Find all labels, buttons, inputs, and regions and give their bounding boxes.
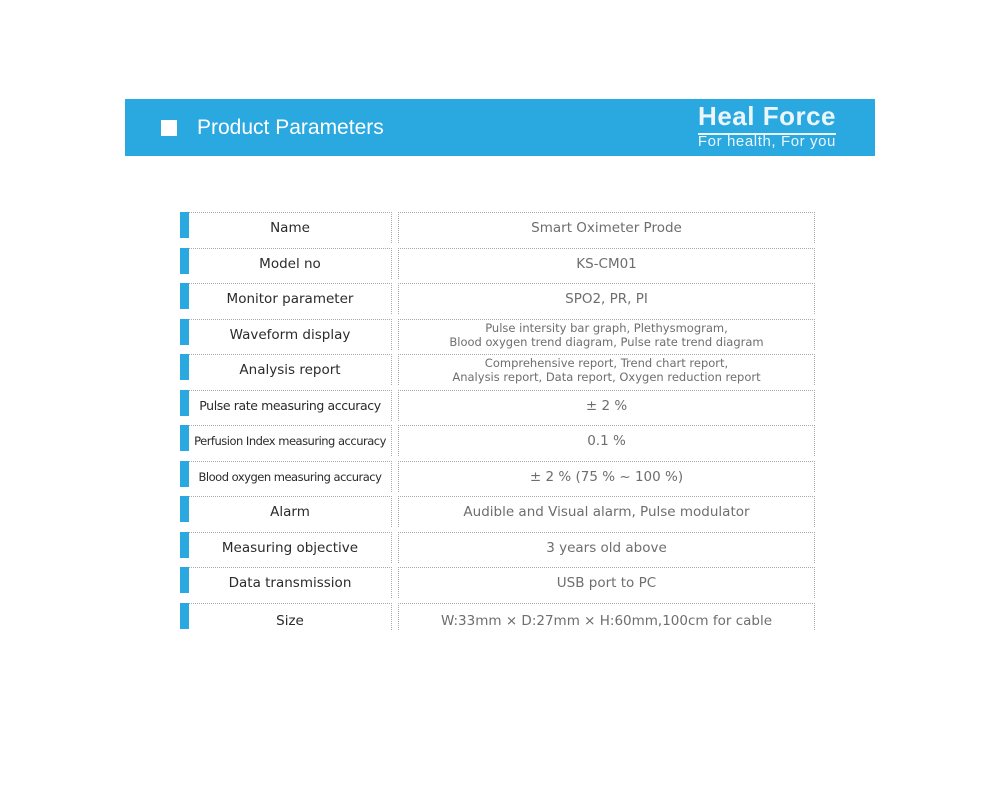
square-bullet-icon bbox=[161, 120, 177, 136]
table-row bbox=[180, 496, 815, 532]
parameter-label: Data transmission bbox=[189, 567, 392, 598]
row-marker bbox=[180, 283, 189, 309]
row-marker bbox=[180, 461, 189, 487]
parameter-value: Smart Oximeter Prode bbox=[398, 212, 815, 243]
parameter-label: Model no bbox=[189, 248, 392, 279]
parameter-value-line: Blood oxygen trend diagram, Pulse rate trend diagram bbox=[449, 334, 764, 349]
parameter-value: USB port to PC bbox=[398, 567, 815, 598]
row-marker bbox=[180, 567, 189, 593]
parameter-label: Monitor parameter bbox=[189, 283, 392, 314]
parameter-value: Audible and Visual alarm, Pulse modulator bbox=[398, 496, 815, 527]
table-row bbox=[180, 390, 815, 426]
parameter-value bbox=[398, 354, 815, 385]
parameter-value: 3 years old above bbox=[398, 532, 815, 563]
row-marker bbox=[180, 496, 189, 522]
parameter-value: KS-CM01 bbox=[398, 248, 815, 279]
table-row bbox=[180, 283, 815, 319]
row-marker bbox=[180, 425, 189, 451]
parameter-value-line: Pulse intersity bar graph, Plethysmogram, bbox=[485, 320, 728, 335]
parameter-value-line: Comprehensive report, Trend chart report, bbox=[484, 356, 729, 370]
parameter-label: Analysis report bbox=[189, 354, 392, 385]
table-row bbox=[180, 532, 815, 568]
table-row bbox=[180, 354, 815, 390]
row-marker bbox=[180, 390, 189, 416]
table-row bbox=[180, 603, 815, 631]
parameter-value: ± 2 % bbox=[398, 390, 815, 421]
page-title: Product Parameters bbox=[197, 116, 384, 139]
row-marker bbox=[180, 212, 189, 238]
row-marker bbox=[180, 532, 189, 558]
parameter-label: Waveform display bbox=[189, 319, 392, 350]
parameter-label: Size bbox=[189, 603, 392, 631]
header-banner bbox=[125, 99, 875, 156]
parameter-value: 0.1 % bbox=[398, 425, 815, 456]
parameter-value: W:33mm × D:27mm × H:60mm,100cm for cable bbox=[398, 603, 815, 631]
parameter-label: Alarm bbox=[189, 496, 392, 527]
parameter-label: Pulse rate measuring accuracy bbox=[189, 390, 392, 421]
table-row bbox=[180, 319, 815, 355]
table-row bbox=[180, 212, 815, 248]
parameter-label: Blood oxygen measuring accuracy bbox=[189, 461, 392, 492]
brand-slogan: For health, For you bbox=[697, 133, 836, 150]
row-marker bbox=[180, 354, 189, 380]
parameter-label: Perfusion Index measuring accuracy bbox=[189, 425, 392, 456]
parameters-table bbox=[180, 212, 815, 630]
row-marker bbox=[180, 248, 189, 274]
table-row bbox=[180, 425, 815, 461]
parameter-value-line: Analysis report, Data report, Oxygen reduction report bbox=[452, 370, 761, 384]
table-row bbox=[180, 248, 815, 284]
parameter-label: Measuring objective bbox=[189, 532, 392, 563]
row-marker bbox=[180, 603, 189, 629]
parameter-value: SPO2, PR, PI bbox=[398, 283, 815, 314]
brand-logo-text: Heal Force bbox=[698, 101, 836, 135]
table-row bbox=[180, 567, 815, 603]
table-row bbox=[180, 461, 815, 497]
parameter-label: Name bbox=[189, 212, 392, 243]
parameter-value bbox=[398, 319, 815, 350]
parameter-value: ± 2 % (75 % ~ 100 %) bbox=[398, 461, 815, 492]
row-marker bbox=[180, 319, 189, 345]
